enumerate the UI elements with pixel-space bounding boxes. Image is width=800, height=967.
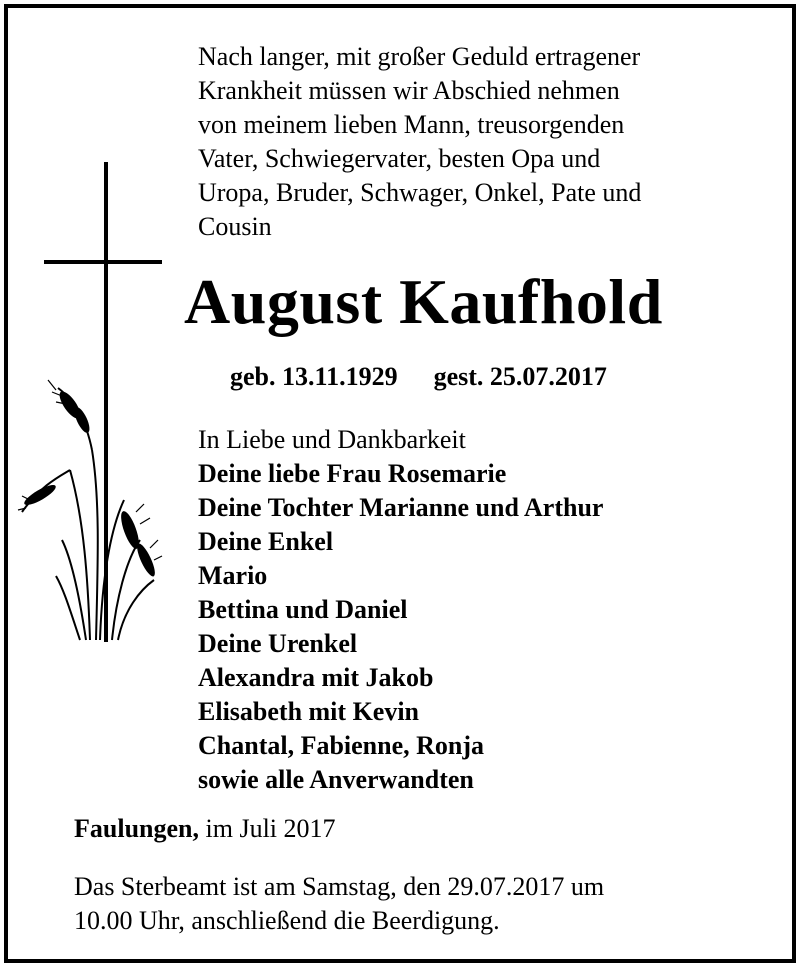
intro-line: Cousin xyxy=(198,212,272,241)
mourners-lead: In Liebe und Dankbarkeit xyxy=(198,425,466,454)
cross-with-wheat-icon xyxy=(0,0,200,660)
notice-line: Das Sterbeamt ist am Samstag, den 29.07.2017 um xyxy=(74,872,605,901)
mourner-line: Deine Urenkel xyxy=(198,629,358,658)
deceased-name: August Kaufhold xyxy=(184,266,663,337)
funeral-notice xyxy=(74,870,604,938)
mourner-line: sowie alle Anverwandten xyxy=(198,765,474,794)
life-dates xyxy=(230,360,607,394)
birth-date: geb. 13.11.1929 xyxy=(230,362,398,391)
intro-line: Uropa, Bruder, Schwager, Onkel, Pate und xyxy=(198,178,642,207)
mourner-line: Mario xyxy=(198,561,268,590)
intro-line: von meinem lieben Mann, treusorgenden xyxy=(198,110,625,139)
mourner-line: Deine Tochter Marianne und Arthur xyxy=(198,493,604,522)
mourner-line: Alexandra mit Jakob xyxy=(198,663,434,692)
mourner-line: Chantal, Fabienne, Ronja xyxy=(198,731,485,760)
mourner-line: Bettina und Daniel xyxy=(198,595,408,624)
intro-line: Nach langer, mit großer Geduld ertragener xyxy=(198,42,641,71)
mourner-line: Elisabeth mit Kevin xyxy=(198,697,420,726)
death-date: gest. 25.07.2017 xyxy=(433,362,607,391)
place-and-date xyxy=(74,812,336,846)
intro-line: Vater, Schwiegervater, besten Opa und xyxy=(198,144,601,173)
mourners-list xyxy=(198,423,603,797)
intro-line: Krankheit müssen wir Abschied nehmen xyxy=(198,76,620,105)
notice-line: 10.00 Uhr, anschließend die Beerdigung. xyxy=(74,906,500,935)
mourner-line: Deine liebe Frau Rosemarie xyxy=(198,459,507,488)
intro-text xyxy=(198,40,758,244)
mourner-line: Deine Enkel xyxy=(198,527,334,556)
place-date: im Juli 2017 xyxy=(199,814,336,843)
place-name: Faulungen, xyxy=(74,814,199,843)
